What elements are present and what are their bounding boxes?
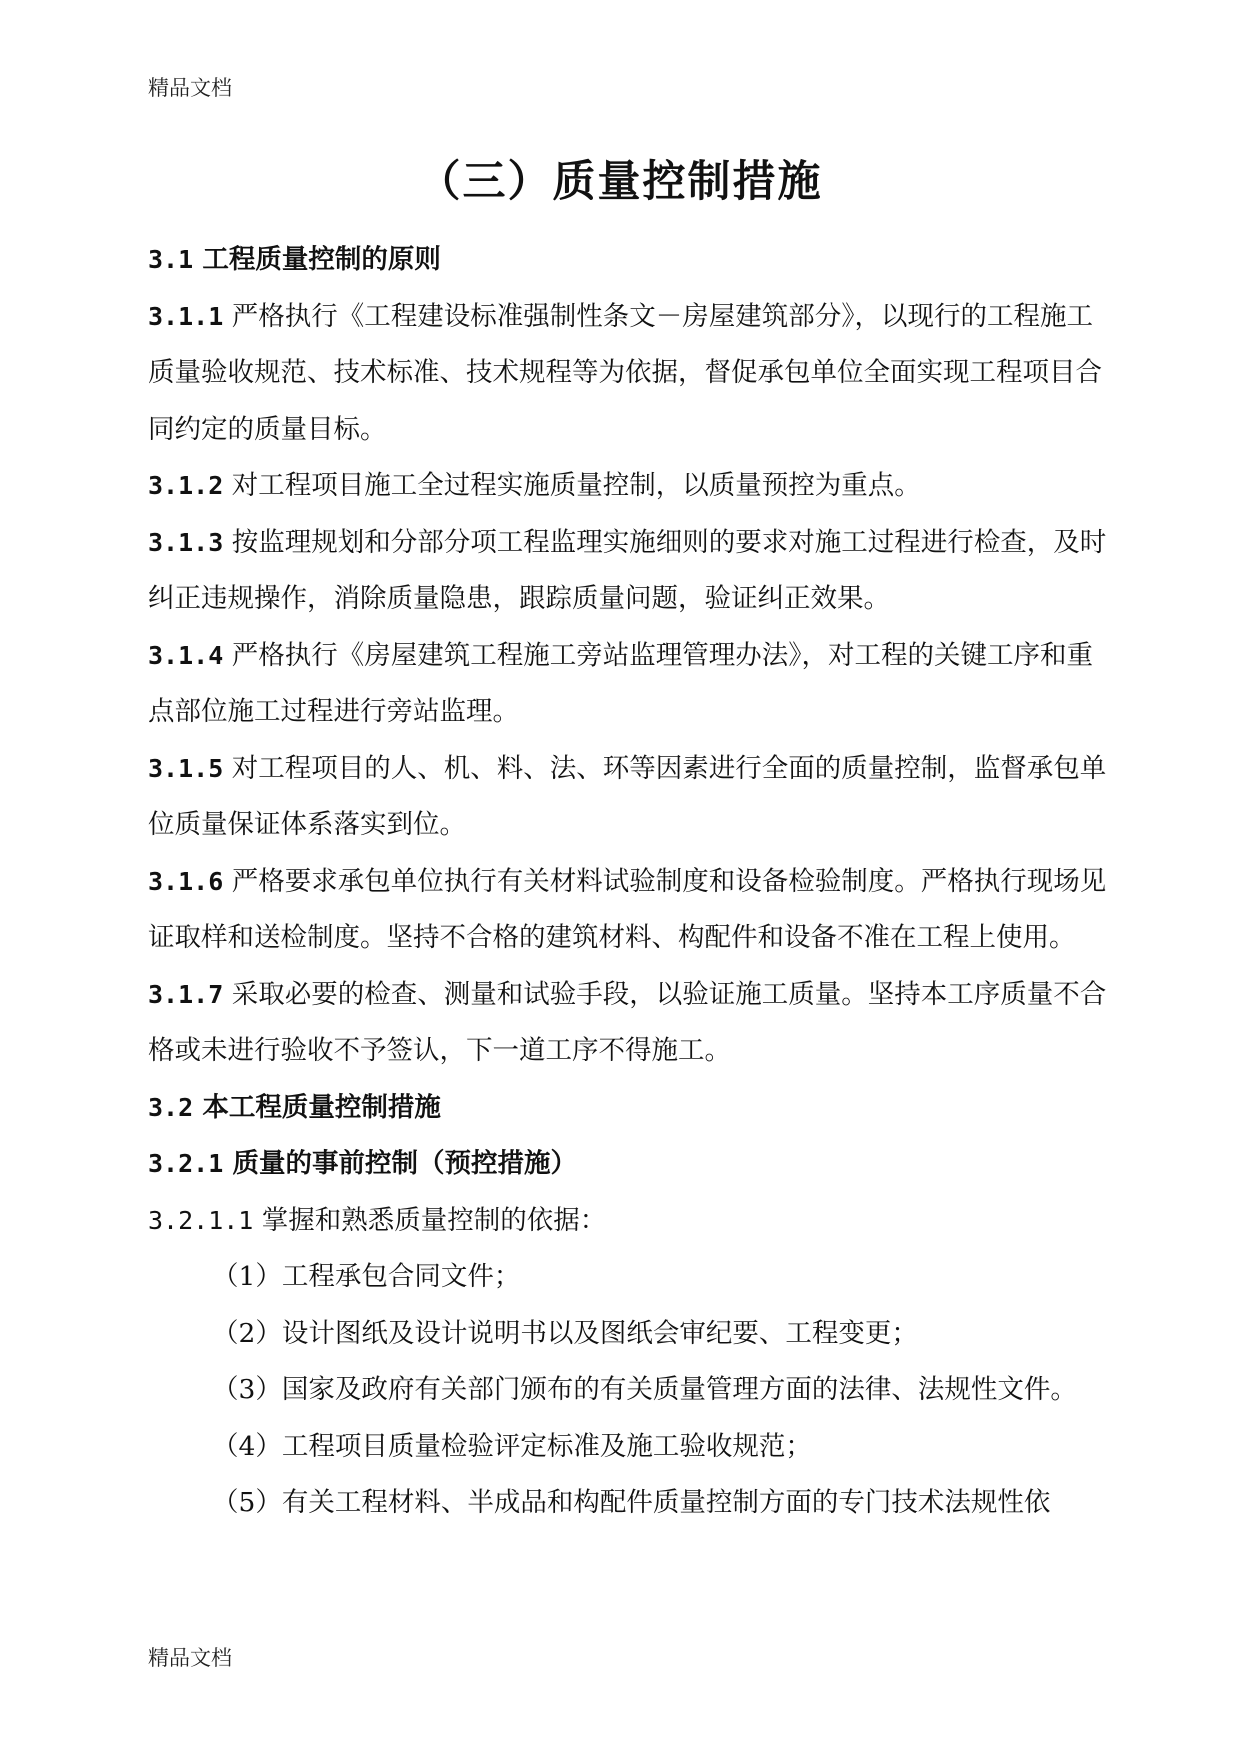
clause-text: 按监理规划和分部分项工程监理实施细则的要求对施工过程进行检查，及时纠正违规操作，消除质量隐患，跟踪质量问题，验证纠正效果。: [148, 526, 1107, 614]
list-item: （5）有关工程材料、半成品和构配件质量控制方面的专门技术法规性依: [212, 1487, 1051, 1518]
clause-text: 掌握和熟悉质量控制的依据：: [261, 1204, 607, 1236]
paragraph-3-1-4: [148, 628, 1118, 741]
clause-number: 3.1.3: [148, 527, 224, 557]
paragraph-3-1-5: [148, 741, 1118, 854]
paragraph-3-1-2: [148, 458, 1118, 515]
document-body: [148, 232, 1118, 1532]
clause-number: 3.1.1: [148, 301, 224, 331]
section-title: 工程质量控制的原则: [202, 244, 441, 275]
clause-number: 3.1.4: [148, 640, 224, 670]
paragraph-3-1-6: [148, 854, 1118, 967]
list-item: （2）设计图纸及设计说明书以及图纸会审纪要、工程变更；: [212, 1317, 918, 1349]
section-heading-3-2: [148, 1080, 1118, 1137]
list-item: （4）工程项目质量检验评定标准及施工验收规范；: [212, 1430, 812, 1462]
paragraph-3-1-3: [148, 515, 1118, 628]
clause-number: 3.2.1.1: [148, 1205, 254, 1235]
paragraph-3-1-7: [148, 967, 1118, 1080]
section-title: 本工程质量控制措施: [202, 1091, 441, 1123]
clause-text: 对工程项目施工全过程实施质量控制，以质量预控为重点。: [231, 470, 921, 501]
paragraph-3-1-1: [148, 289, 1118, 459]
clause-number: 3.1.7: [148, 979, 224, 1009]
page-header: 精品文档: [148, 76, 232, 100]
clause-text: 对工程项目的人、机、料、法、环等因素进行全面的质量控制，监督承包单位质量保证体系落实到位。: [148, 752, 1107, 840]
clause-number: 3.1.2: [148, 471, 224, 500]
clause-text: 严格执行《房屋建筑工程施工旁站监理管理办法》，对工程的关键工序和重点部位施工过程进行旁站监理。: [148, 639, 1093, 727]
clause-number: 3.1.5: [148, 753, 224, 783]
page-title: （三）质量控制措施: [417, 157, 823, 207]
section-heading-3-2-1: [148, 1136, 1118, 1193]
clause-text: 采取必要的检查、测量和试验手段，以验证施工质量。坚持本工序质量不合格或未进行验收不予签认，下一道工序不得施工。: [148, 978, 1107, 1066]
clause-text: 严格要求承包单位执行有关材料试验制度和设备检验制度。严格执行现场见证取样和送检制度。坚持不合格的建筑材料、构配件和设备不准在工程上使用。: [148, 865, 1107, 953]
list-item: （1）工程承包合同文件；: [212, 1261, 521, 1292]
section-heading-3-1: [148, 232, 1118, 289]
section-number: 3.2: [148, 1092, 194, 1122]
paragraph-3-2-1-1: [148, 1193, 1118, 1250]
list-item: （3）国家及政府有关部门颁布的有关质量管理方面的法律、法规性文件。: [212, 1374, 1077, 1405]
section-title: 质量的事前控制（预控措施）: [232, 1148, 577, 1179]
page-footer: 精品文档: [148, 1646, 232, 1670]
clause-text: 严格执行《工程建设标准强制性条文－房屋建筑部分》，以现行的工程施工质量验收规范、技术标准、技术规程等为依据，督促承包单位全面实现工程项目合同约定的质量目标。: [148, 300, 1102, 445]
section-number: 3.2.1: [148, 1149, 224, 1178]
section-number: 3.1: [148, 245, 194, 274]
clause-number: 3.1.6: [148, 866, 224, 896]
